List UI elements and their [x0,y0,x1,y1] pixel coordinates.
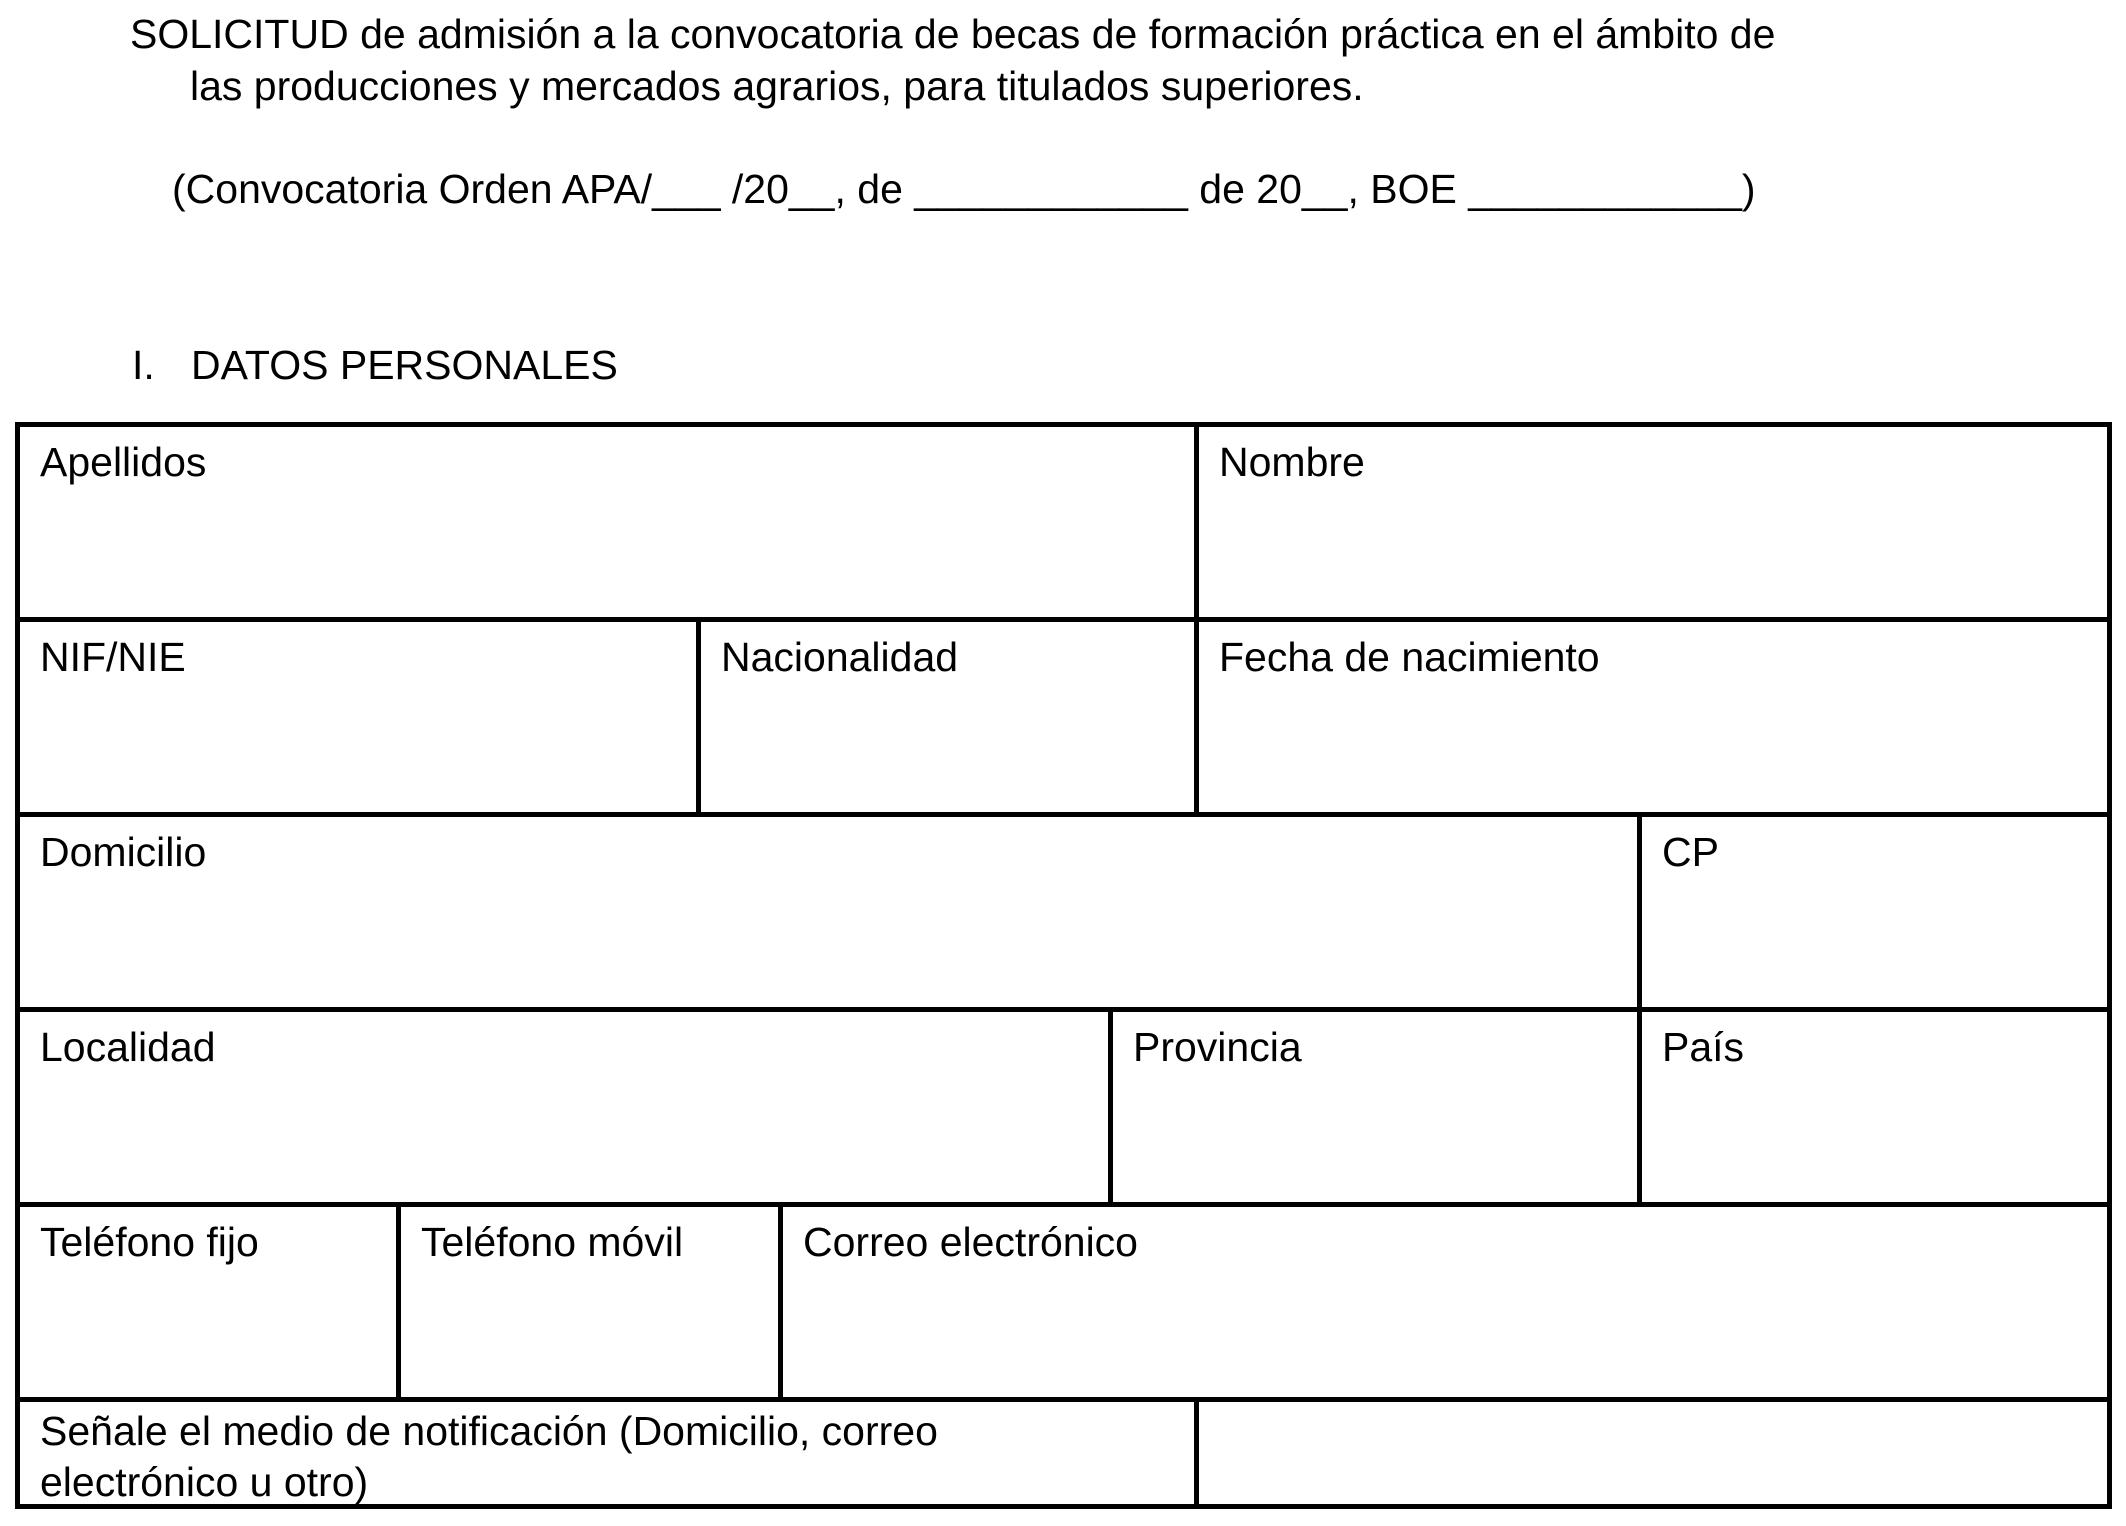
telefono-fijo-value[interactable] [40,1268,376,1308]
domicilio-label: Domicilio [40,829,207,875]
medio-notificacion-label: Señale el medio de notificación (Domicilio, correo electrónico u otro) [40,1408,938,1505]
nacionalidad-value[interactable] [721,683,1174,723]
correo-label: Correo electrónico [803,1219,1138,1265]
apellidos-value[interactable] [40,488,1174,528]
apellidos-field[interactable] [20,427,1194,617]
medio-notificacion-value[interactable] [1219,1412,2087,1452]
nacionalidad-field[interactable] [701,622,1194,812]
localidad-value[interactable] [40,1073,1088,1113]
medio-notificacion-field[interactable] [1199,1402,2107,1504]
provincia-field[interactable] [1113,1012,1637,1202]
section-number: I. [132,342,155,388]
section-title: DATOS PERSONALES [191,342,618,388]
nif-nie-value[interactable] [40,683,676,723]
provincia-value[interactable] [1133,1073,1617,1113]
correo-value[interactable] [803,1268,2087,1308]
form-title-line-1: SOLICITUD de admisión a la convocatoria de becas de formación práctica en el ámbito de [130,11,1776,57]
pais-value[interactable] [1662,1073,2087,1113]
nif-nie-label: NIF/NIE [40,634,186,680]
telefono-movil-field[interactable] [401,1207,778,1397]
nif-nie-field[interactable] [20,622,696,812]
cp-field[interactable] [1642,817,2107,1007]
telefono-fijo-label: Teléfono fijo [40,1219,259,1265]
form-title [130,8,2030,112]
personal-data-table [15,422,2112,1509]
fecha-nacimiento-field[interactable] [1199,622,2107,812]
domicilio-value[interactable] [40,878,1617,918]
telefono-movil-value[interactable] [421,1268,758,1308]
nacionalidad-label: Nacionalidad [721,634,959,680]
localidad-field[interactable] [20,1012,1108,1202]
cp-label: CP [1662,829,1719,875]
correo-field[interactable] [783,1207,2107,1397]
medio-notificacion-label-cell [20,1402,1194,1504]
section-heading [132,339,618,391]
form-title-line-2: las producciones y mercados agrarios, para titulados superiores. [190,63,1364,109]
pais-label: País [1662,1024,1745,1070]
cp-value[interactable] [1662,878,2087,918]
telefono-fijo-field[interactable] [20,1207,396,1397]
nombre-field[interactable] [1199,427,2107,617]
pais-field[interactable] [1642,1012,2107,1202]
fecha-nacimiento-label: Fecha de nacimiento [1219,634,1600,680]
fecha-nacimiento-value[interactable] [1219,683,2087,723]
nombre-value[interactable] [1219,488,2087,528]
nombre-label: Nombre [1219,439,1365,485]
localidad-label: Localidad [40,1024,216,1070]
apellidos-label: Apellidos [40,439,207,485]
convocatoria-reference: (Convocatoria Orden APA/___ /20__, de ____________ de 20__, BOE ____________) [172,166,1756,212]
telefono-movil-label: Teléfono móvil [421,1219,684,1265]
domicilio-field[interactable] [20,817,1637,1007]
provincia-label: Provincia [1133,1024,1302,1070]
